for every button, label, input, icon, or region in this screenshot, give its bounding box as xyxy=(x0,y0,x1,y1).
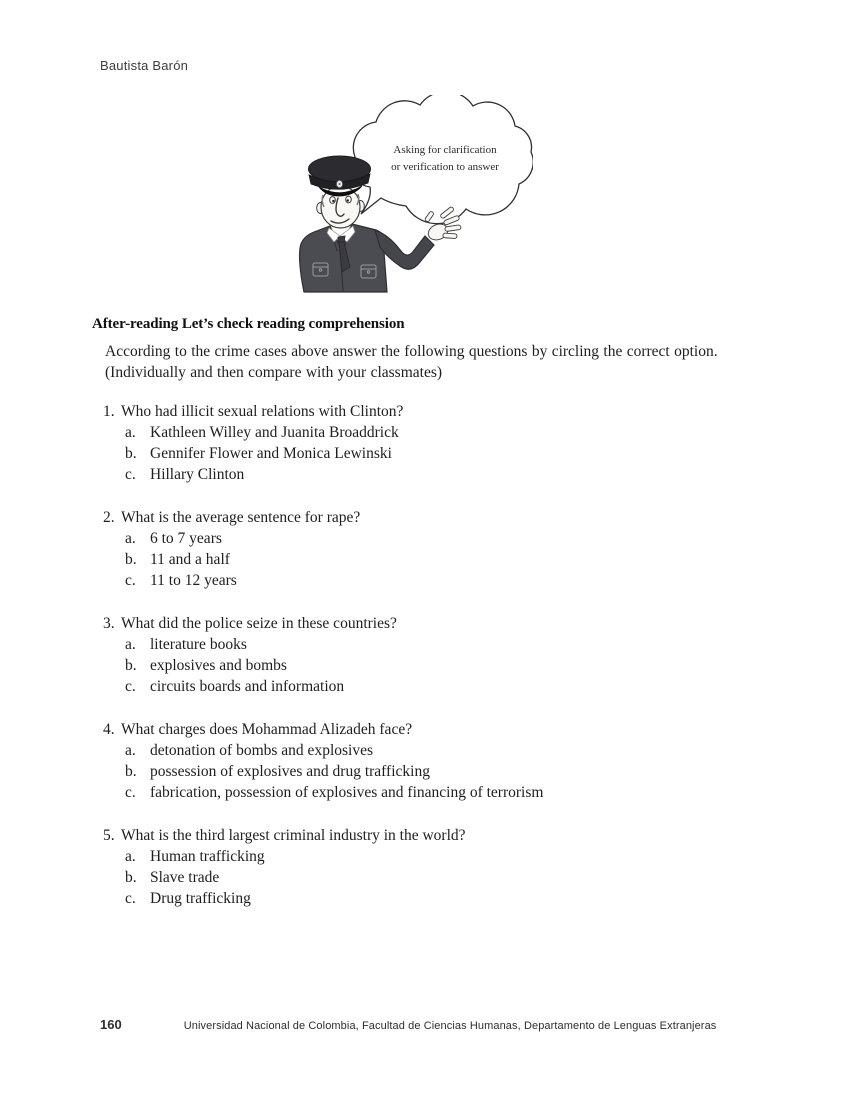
option-letter: c. xyxy=(125,572,136,589)
question-3 xyxy=(92,613,792,697)
option-text: possession of explosives and drug trafficking xyxy=(150,763,430,780)
option-letter: a. xyxy=(125,424,136,441)
option-c xyxy=(92,676,792,697)
option-letter: c. xyxy=(125,466,136,483)
option-text: Hillary Clinton xyxy=(150,466,245,483)
option-b xyxy=(92,867,792,888)
option-text: Slave trade xyxy=(150,869,220,886)
pupil-left xyxy=(332,200,334,202)
question-number: 2. xyxy=(103,509,115,526)
option-letter: b. xyxy=(125,657,137,674)
speech-bubble-line1: Asking for clarification xyxy=(393,144,497,156)
option-a xyxy=(92,422,792,443)
option-c xyxy=(92,782,792,803)
question-4 xyxy=(92,719,792,803)
option-a xyxy=(92,740,792,761)
option-text: 11 and a half xyxy=(150,551,230,568)
question-number: 5. xyxy=(103,827,115,844)
worksheet-content xyxy=(92,314,792,931)
option-text: literature books xyxy=(150,636,247,653)
question-number: 4. xyxy=(103,721,115,738)
option-text: 6 to 7 years xyxy=(150,530,222,547)
eye-left xyxy=(330,197,336,204)
option-text: Human trafficking xyxy=(150,848,265,865)
section-heading: After-reading Let’s check reading comprehension xyxy=(92,316,405,332)
policeman-illustration-svg xyxy=(283,95,533,300)
option-c xyxy=(92,464,792,485)
question-1 xyxy=(92,401,792,485)
option-letter: a. xyxy=(125,742,136,759)
instructions-note: (Individually and then compare with your classmates) xyxy=(105,364,443,381)
option-c xyxy=(92,570,792,591)
question-number: 3. xyxy=(103,615,115,632)
option-a xyxy=(92,846,792,867)
cap-badge-dot xyxy=(339,183,341,185)
option-letter: b. xyxy=(125,869,137,886)
question-number: 1. xyxy=(103,403,115,420)
option-c xyxy=(92,888,792,909)
option-b xyxy=(92,443,792,464)
question-5 xyxy=(92,825,792,909)
option-a xyxy=(92,528,792,549)
option-b xyxy=(92,655,792,676)
page-footer xyxy=(100,1017,716,1032)
option-letter: a. xyxy=(125,848,136,865)
option-letter: c. xyxy=(125,890,136,907)
question-text: What charges does Mohammad Alizadeh face? xyxy=(121,721,413,738)
question-text: What is the third largest criminal industry in the world? xyxy=(121,827,466,844)
page-header-author: Bautista Barón xyxy=(100,58,189,73)
speech-bubble xyxy=(352,95,533,224)
option-letter: a. xyxy=(125,530,136,547)
question-text: What did the police seize in these countries? xyxy=(121,615,397,632)
footer-institution: Universidad Nacional de Colombia, Facultad de Ciencias Humanas, Departamento de Lenguas Extranjeras xyxy=(183,1020,717,1032)
policeman-head xyxy=(309,156,371,228)
option-b xyxy=(92,761,792,782)
option-letter: b. xyxy=(125,551,137,568)
question-text: What is the average sentence for rape? xyxy=(121,509,361,526)
eye-right xyxy=(346,196,352,203)
question-list xyxy=(92,401,792,909)
policeman-illustration xyxy=(283,95,533,300)
option-letter: c. xyxy=(125,784,136,801)
option-text: fabrication, possession of explosives and financing of terrorism xyxy=(150,784,544,801)
pupil-right xyxy=(347,199,349,201)
option-text: explosives and bombs xyxy=(150,657,287,674)
page-number: 160 xyxy=(100,1017,122,1032)
option-letter: a. xyxy=(125,636,136,653)
option-text: 11 to 12 years xyxy=(150,572,237,589)
option-text: Drug trafficking xyxy=(150,890,251,907)
option-letter: b. xyxy=(125,763,137,780)
option-a xyxy=(92,634,792,655)
instructions-line: According to the crime cases above answer the following questions by circling the correct option. xyxy=(105,343,718,360)
option-text: circuits boards and information xyxy=(150,678,345,695)
speech-bubble-outline xyxy=(352,95,533,224)
speech-bubble-line2: or verification to answer xyxy=(391,161,499,173)
option-b xyxy=(92,549,792,570)
question-2 xyxy=(92,507,792,591)
option-letter: c. xyxy=(125,678,136,695)
option-text: detonation of bombs and explosives xyxy=(150,742,373,759)
question-text: Who had illicit sexual relations with Clinton? xyxy=(121,403,404,420)
option-letter: b. xyxy=(125,445,137,462)
option-text: Kathleen Willey and Juanita Broaddrick xyxy=(150,424,399,441)
option-text: Gennifer Flower and Monica Lewinski xyxy=(150,445,392,462)
